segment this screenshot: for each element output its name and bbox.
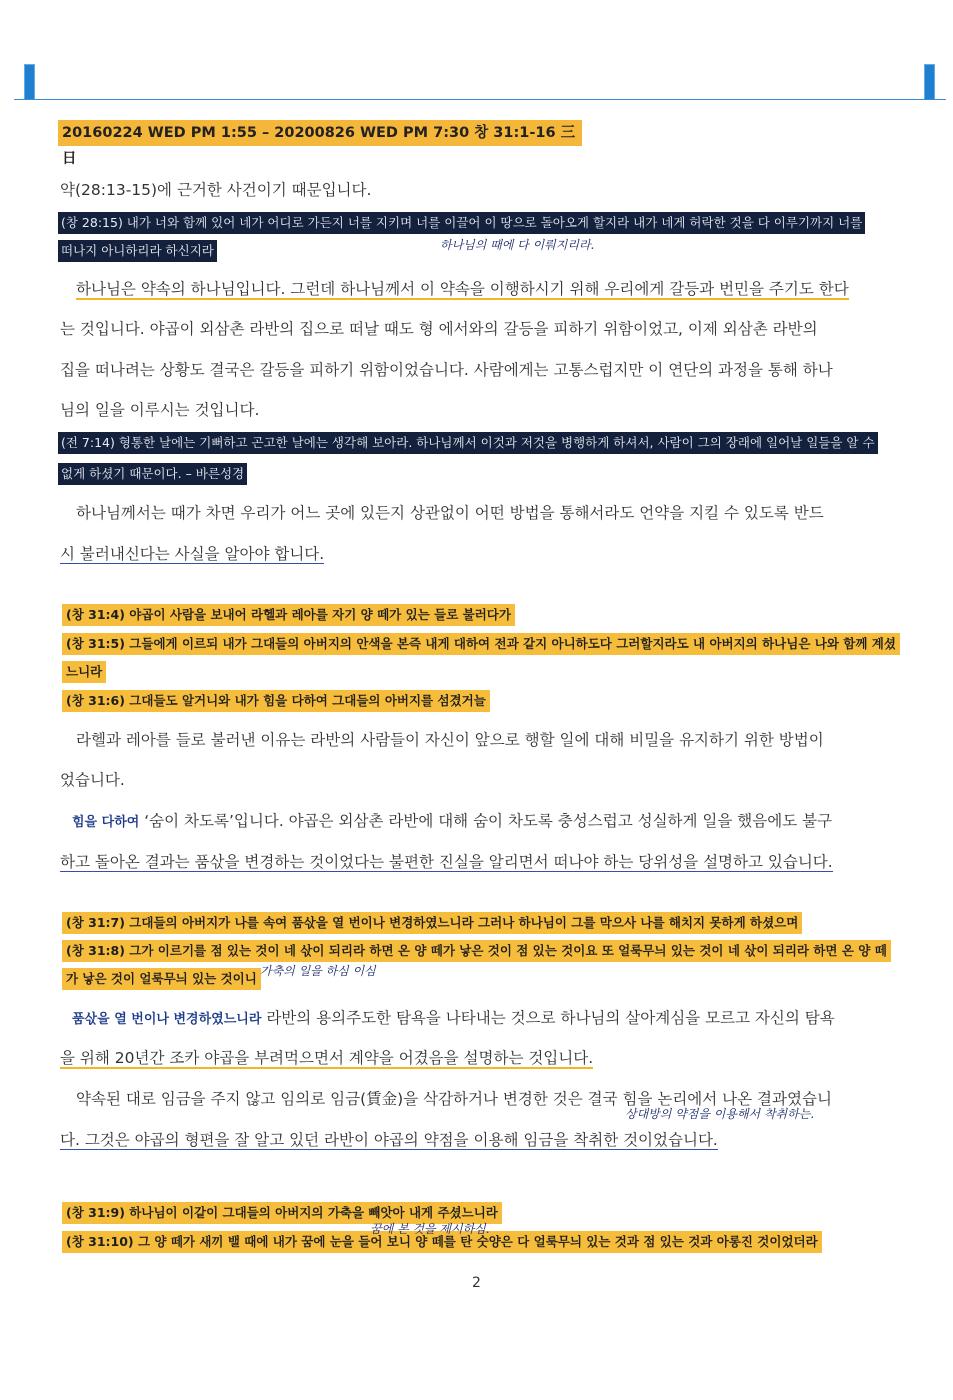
text-line — [60, 1128, 718, 1150]
scripture-verse: (창 31:8) 그가 이르기를 점 있는 것이 네 삯이 되리라 하면 온 양 떼가 낳은 것이 점 있는 것이요 또 얼룩무늬 있는 것이 네 삯이 되리라 하면 온 양 떼 — [62, 940, 891, 962]
text-line — [60, 542, 324, 564]
handwritten-note: 하나님의 때에 다 이뤄지리라. — [440, 238, 595, 252]
scripture-quote: (전 7:14) 형통한 날에는 기뻐하고 곤고한 날에는 생각해 보아라. 하나님께서 이것과 저것을 병행하게 하셔서, 사람이 그의 장래에 일어날 일들을 알 수 — [58, 432, 878, 454]
scripture-quote: (창 28:15) 내가 너와 함께 있어 네가 어디로 가든지 너를 지키며 너를 이끌어 이 땅으로 돌아오게 할지라 내가 네게 허락한 것을 다 이루기까지 너를 — [58, 212, 865, 234]
emphasis-label: 품삯을 열 번이나 변경하였느니라 — [72, 1012, 262, 1027]
right-margin-marker — [924, 64, 935, 100]
scripture-verse: 가 낳은 것이 얼룩무늬 있는 것이니 — [62, 968, 261, 990]
text-line — [72, 809, 832, 831]
text-line — [76, 277, 849, 299]
handwritten-note: 꿈에 본 것을 제시하심. — [370, 1222, 490, 1236]
text-line: 님의 일을 이루시는 것입니다. — [60, 401, 260, 419]
text-line: 하나님께서는 때가 차면 우리가 어느 곳에 있든지 상관없이 어떤 방법을 통해서라도 언약을 지킬 수 있도록 반드 — [76, 504, 824, 522]
left-margin-marker — [24, 64, 35, 100]
text-line — [60, 850, 833, 872]
header-rule — [14, 99, 946, 100]
scripture-verse: (창 31:5) 그들에게 이르되 내가 그대들의 아버지의 안색을 본즉 내게 대하여 전과 같지 아니하도다 그러할지라도 내 아버지의 하나님은 나와 함께 계셨 — [62, 633, 900, 655]
text-line: 약속된 대로 임금을 주지 않고 임의로 임금(賃金)을 삭감하거나 변경한 것은 결국 힘을 논리에서 나온 결과였습니 — [76, 1090, 832, 1108]
scripture-verse: (창 31:6) 그대들도 알거니와 내가 힘을 다하여 그대들의 아버지를 섬겼거늘 — [62, 690, 490, 712]
text-line — [72, 1006, 835, 1028]
text-line: 약(28:13-15)에 근거한 사건이기 때문입니다. — [60, 181, 372, 199]
emphasis-label: 힘을 다하여 — [72, 815, 140, 830]
text-line-part: 라반의 용의주도한 탐욕을 나타내는 것으로 하나님의 살아계심을 모르고 자신의 탐욕 — [261, 1009, 835, 1027]
scripture-verse: 느니라 — [62, 661, 106, 683]
scripture-verse: (창 31:4) 야곱이 사람을 보내어 라헬과 레아를 자기 양 떼가 있는 들로 불러다가 — [62, 604, 515, 626]
text-line: 었습니다. — [60, 771, 125, 789]
text-line-part: 하고 돌아온 결과는 품삯을 변경하는 것이었다는 불편한 진실을 알리면서 떠나야 하는 당위성을 설명하고 있습니다. — [60, 853, 833, 871]
text-line: 라헬과 레아를 들로 불러낸 이유는 라반의 사람들이 자신이 앞으로 행할 일에 대해 비밀을 유지하기 위한 방법이 — [76, 731, 824, 749]
scripture-quote: 없게 하셨기 때문이다. – 바른성경 — [58, 463, 247, 485]
text-line — [60, 1046, 593, 1068]
page-number: 2 — [472, 1275, 481, 1291]
scripture-verse: (창 31:7) 그대들의 아버지가 나를 속여 품삯을 열 번이나 변경하였느니라 그러나 하나님이 그를 막으사 나를 해치지 못하게 하셨으며 — [62, 912, 802, 934]
text-line-part: ‘숨이 차도록’입니다. 야곱은 외삼촌 라반에 대해 숨이 차도록 충성스럽고 성실하게 일을 했음에도 불구 — [139, 812, 833, 830]
text-line-part: 하나님은 약속의 하나님입니다. 그런데 하나님께서 이 약속을 이행하시기 위해 우리에게 갈등과 번민을 주기도 한다 — [76, 280, 849, 298]
text-line-part: 다. 그것은 야곱의 형편을 잘 알고 있던 라반이 야곱의 약점을 이용해 임금을 착취한 것이었습니다. — [60, 1131, 718, 1149]
text-line-part: 을 위해 20년간 조카 야곱을 부려먹으면서 계약을 어겼음을 설명하는 것입니다. — [60, 1049, 594, 1067]
handwritten-note: 가축의 일을 하심 이심 — [260, 964, 376, 978]
handwritten-note: 상대방의 약점을 이용해서 착취하는. — [625, 1107, 815, 1121]
text-line-part: 시 불러내신다는 사실을 알아야 합니다. — [60, 545, 325, 563]
scripture-verse: (창 31:10) 그 양 떼가 새끼 밸 때에 내가 꿈에 눈을 들어 보니 양 떼를 탄 숫양은 다 얼룩무늬 있는 것과 점 있는 것과 아롱진 것이었더라 — [62, 1231, 822, 1253]
text-line: 집을 떠나려는 상황도 결국은 갈등을 피하기 위함이었습니다. 사람에게는 고통스럽지만 이 연단의 과정을 통해 하나 — [60, 361, 833, 379]
scripture-quote: 떠나지 아니하리라 하신지라 — [58, 240, 217, 262]
document-header: 20160224 WED PM 1:55 – 20200826 WED PM 7:30 창 31:1-16 三日 — [58, 120, 582, 146]
scripture-verse: (창 31:9) 하나님이 이같이 그대들의 아버지의 가축을 빼앗아 내게 주셨느니라 — [62, 1202, 502, 1224]
text-line: 는 것입니다. 야곱이 외삼촌 라반의 집으로 떠날 때도 형 에서와의 갈등을 피하기 위함이었고, 이제 외삼촌 라반의 — [60, 320, 818, 338]
